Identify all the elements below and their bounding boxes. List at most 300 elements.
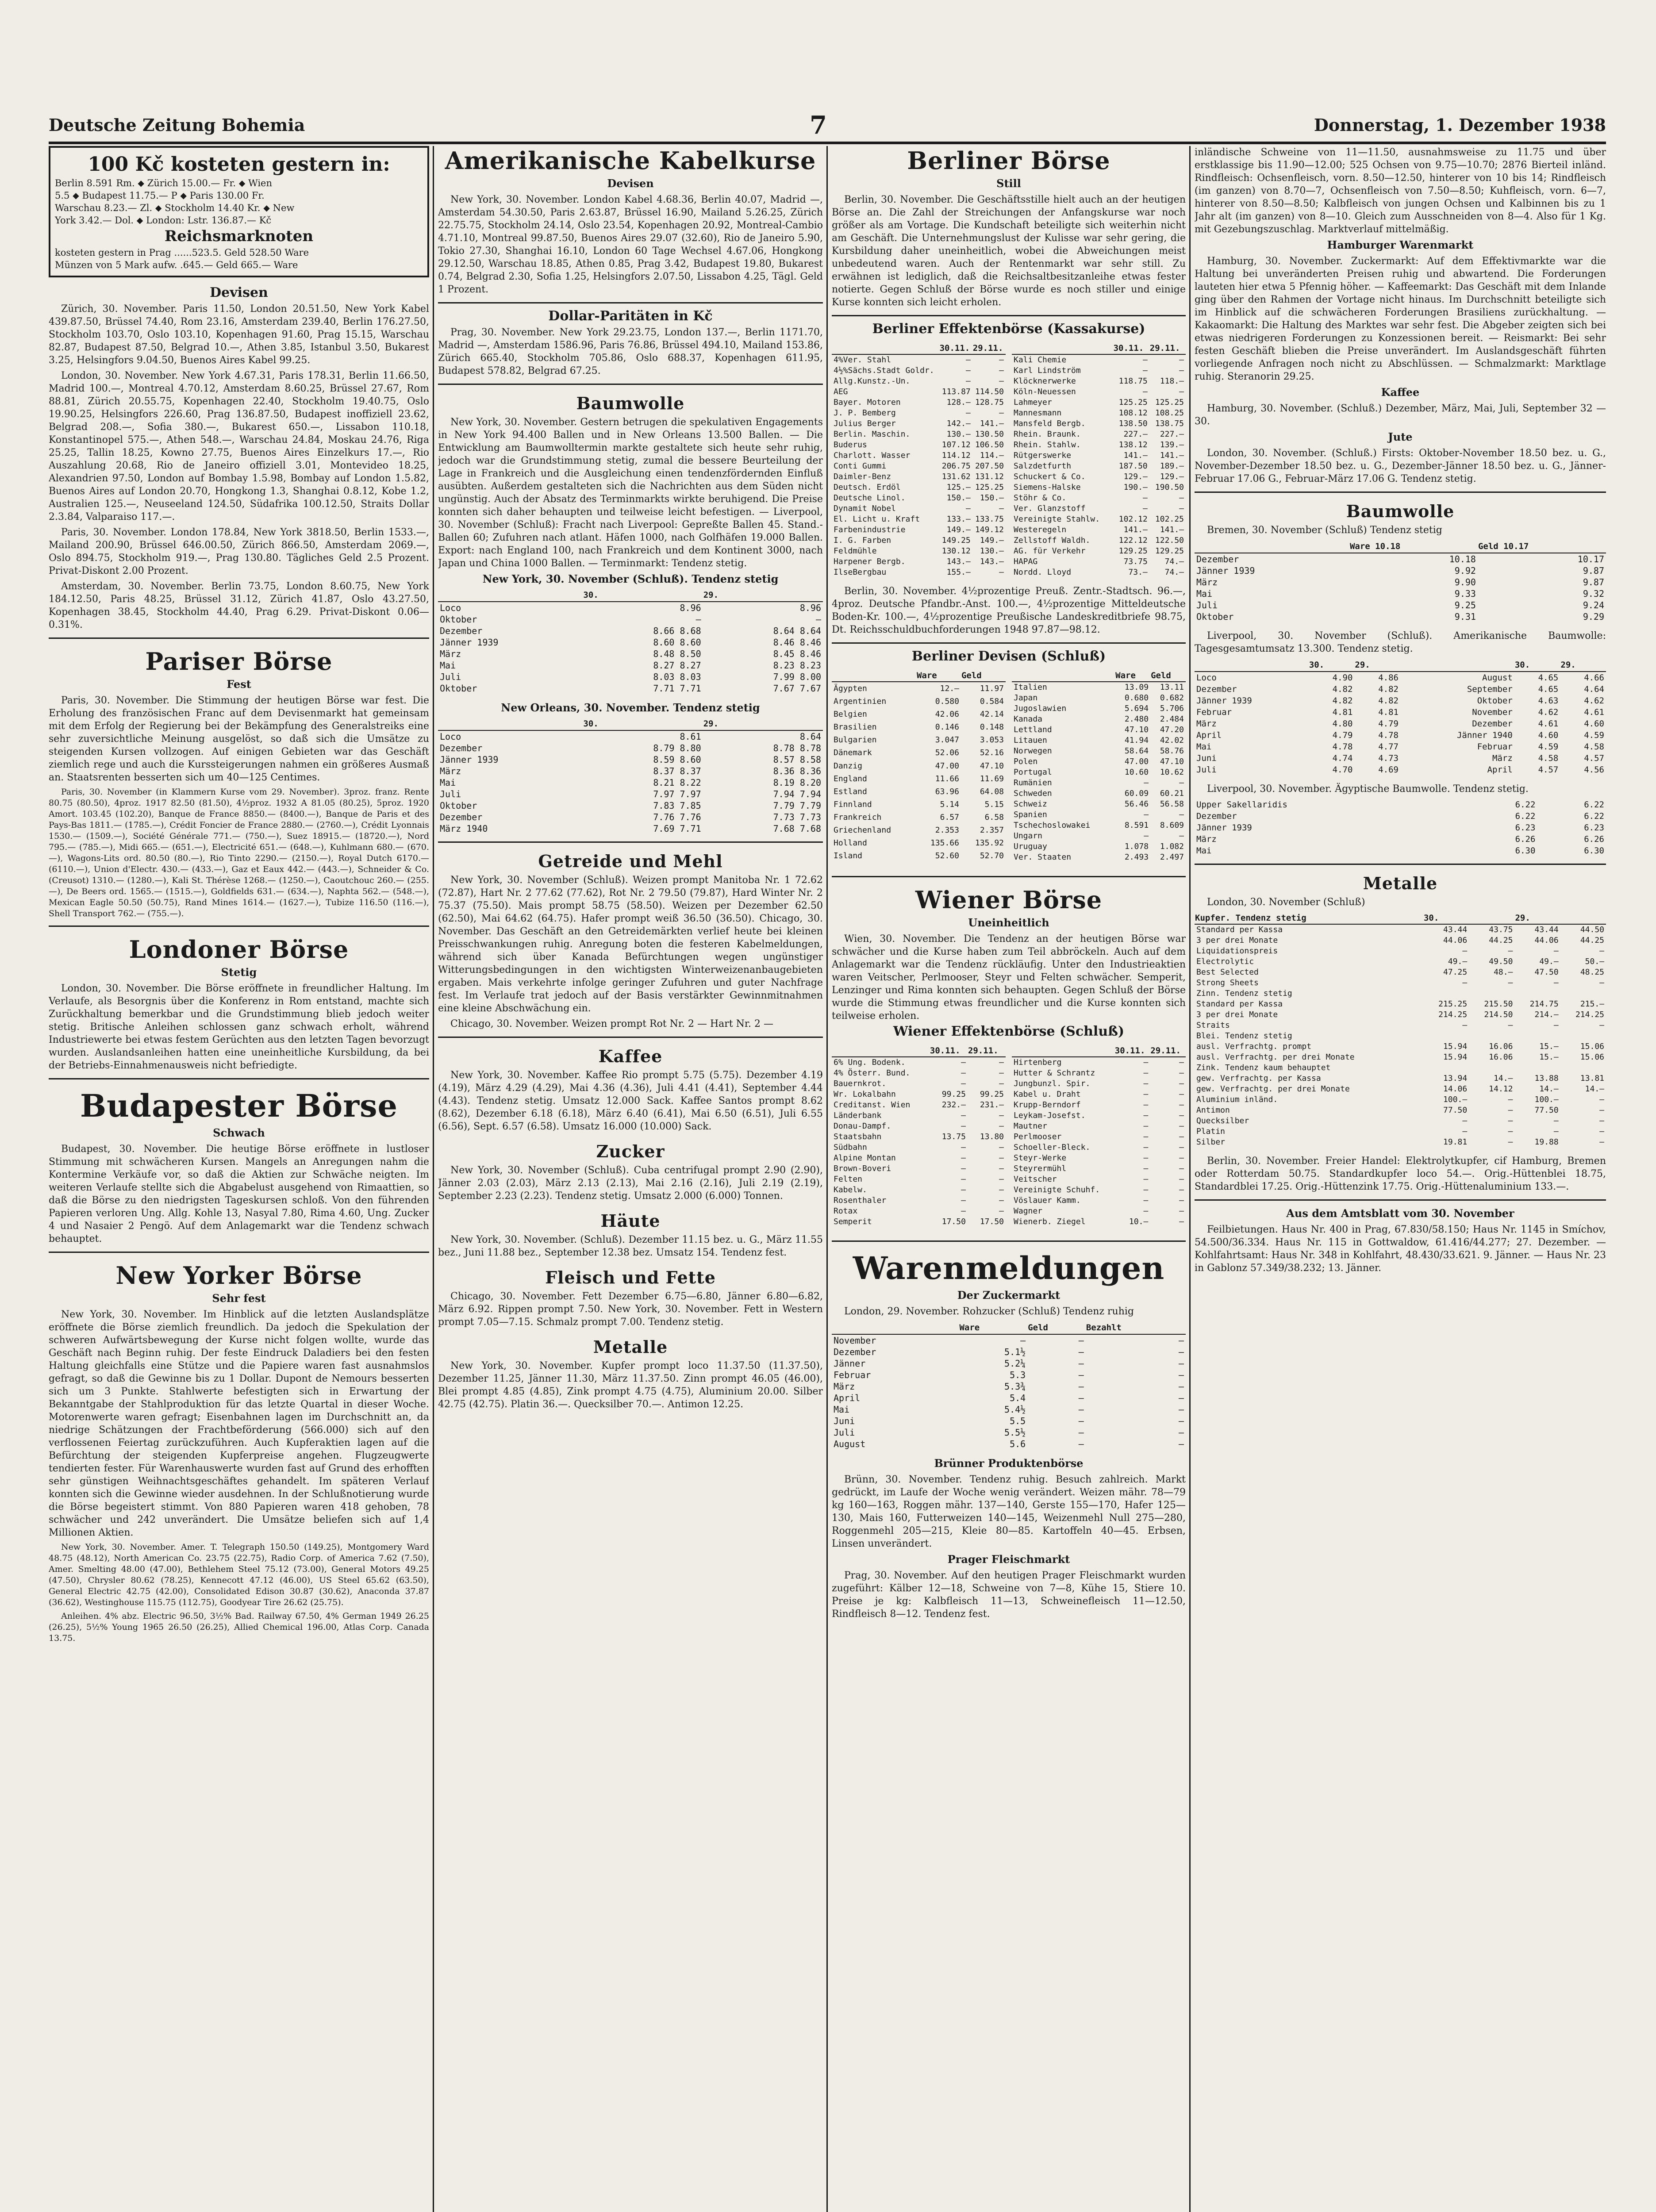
table-header-row [1012,342,1186,354]
table-row [1012,1206,1186,1217]
table-row [832,1132,1006,1142]
table-cell: Jänner 1939 [440,754,499,765]
table-row [1195,956,1606,967]
table-cell: 5.3 [1010,1370,1026,1380]
table-row [1195,1031,1606,1041]
table-cell: 15.— [1539,1042,1559,1051]
table-cell: Charlott. Wasser [834,451,911,460]
table-cell: 108.25 [1155,408,1184,418]
table-cell: 4.59 [1538,742,1559,752]
table-cell: 128.75 [975,398,1004,407]
table-cell: 125.25 [1118,398,1148,407]
table-cell: — [1178,1439,1184,1449]
table-cell: — [1178,1370,1184,1380]
table-cell: 130.50 [975,430,1004,439]
table-row [1012,1185,1186,1195]
table-header-row [1195,659,1606,672]
paragraph: New York, 30. November (Schluß). Weizen prompt Manitoba Nr. 1 72.62 (72.87), Hart Nr. 2 77.62 (77.62), Rot Nr. 2 79.50 (79.87), Hard Winter Nr. 2 75.37 (75.50). Mais prompt 58.75 (58.50). Weizen per Dezember 62.50 (62.50), Mai 64.62 (64.75). Hafer prompt weiß 36.50 (36.50). Chicago, 30. November. Das Geschäft an den Getreidemärkten verlief heute bei kleinen Preisschwankungen ruhig. Anregung boten die festeren Kabelmeldungen, während sich über Kanada Befürchtungen wegen ungünstiger Witterungsbedingungen in den wichtigsten Winterweizenanbaugebieten ergaben. Mais verkehrte infolge geringer Zufuhren und guter Nachfrage fest. Im Verlaufe trat jedoch auf der Basis verstärkter Gewinnmitnahmen eine kleine Abschwächung ein. [438,875,823,1014]
table-row [1195,1094,1606,1105]
table-cell: Schoeller-Bleck. [1014,1143,1091,1152]
table-cell: 4.77 [1378,742,1399,752]
table-cell: 7.71 7.71 [653,683,701,694]
table-cell: 9.31 [1454,611,1476,622]
table-cell: 6.22 [1584,811,1604,821]
table-row [832,1427,1186,1438]
table-cell: — [961,1153,966,1163]
wiener-table-left [832,1045,1006,1227]
table-cell: April [1487,765,1513,775]
table-cell: Standard per Kassa [1196,925,1283,934]
table-cell: März [1196,719,1217,729]
table-row [1012,1132,1186,1142]
column-header [832,1321,959,1334]
table-cell: 8.64 8.64 [773,626,821,636]
table-cell: — [1143,1090,1149,1099]
column-header: 30.11. [1114,1045,1150,1057]
table-cell: 4.62 [1538,707,1559,717]
section-title-berliner: Berliner Börse [907,146,1110,175]
table-cell: I. G. Farben [834,536,891,545]
table-cell: 1.082 [1160,842,1184,851]
table-cell: 3 per drei Monate [1196,1010,1278,1019]
table-row [1195,1010,1606,1020]
table-row [1012,408,1186,419]
table-cell: 5.2¼ [1004,1358,1026,1369]
table-row [1195,741,1606,753]
table-cell: 6.26 [1584,834,1604,844]
section-title-wiener: Wiener Börse [915,886,1103,914]
table-cell: — [1144,778,1149,787]
table-row [1012,735,1186,746]
table-cell: Ver. Glanzstoff [1014,504,1086,513]
table-cell: Bauernkrot. [834,1079,887,1088]
table-cell: 47.25 [1443,968,1468,977]
table-cell: 214.— [1534,1010,1559,1019]
table-row [832,1392,1186,1404]
table-cell: 10.60 [1124,768,1149,777]
bruenner-text [832,1473,1186,1550]
column-header: 29. [703,589,823,602]
column-header: Geld [1027,1321,1086,1334]
table-cell: 231.— [980,1100,1004,1110]
table-cell: 44.06 [1443,936,1468,945]
table-cell: 0.584 [980,696,1004,706]
table-row [1012,482,1186,493]
table-cell: 4.79 [1378,719,1399,729]
table-cell: 114.— [980,451,1004,460]
table-cell: Vereinigte Stahlw. [1014,515,1100,524]
table-cell: 122.12 [1118,536,1148,545]
divider [832,642,1186,644]
table-row [832,734,1006,747]
table-cell: — [1143,1185,1149,1194]
table-cell: 190.— [1123,483,1148,492]
paragraph: Paris, 30. November. Die Stimmung der heutigen Börse war fest. Die Erholung des französischen Franc auf dem Devisenmarkt hat gemeinsam mit dem Erfolg der Regierung bei der Bekämpfung des Generalstreiks eine sehr zuversichtliche Meinung ausgelöst, so daß sich die Umsätze zu steigenden Kursen vollzogen. Auf einigen Gebieten war das Geschäft ziemlich rege und auch die Kurssteigerungen nahmen ein größeres Ausmaß an. Staatsrenten besserten sich um 40—125 Centimes. [49,695,429,783]
section-title-baumwolle: Baumwolle [1346,501,1455,521]
exchange-line: York 3.42.— Dol. ⬥ London: Lstr. 136.87.— Kč [55,215,272,226]
table-cell: 6.30 [1515,846,1536,856]
table-cell: — [1508,1127,1513,1136]
table-cell: — [1143,1100,1149,1110]
divider [832,315,1186,316]
table-row [1195,1084,1606,1094]
table-cell: Schweiz [1014,799,1047,809]
table-cell: 13.11 [1160,683,1184,692]
table-cell: — [1508,1021,1513,1030]
table-cell: Estland [834,787,867,796]
paragraph: Hamburg, 30. November. (Schluß.) Dezember, März, Mai, Juli, September 32 — 30. [1195,403,1606,427]
table-cell: Argentinien [834,696,887,706]
table-cell: 143.— [946,557,971,566]
table-cell: 1.078 [1124,842,1149,851]
table-cell [1560,1031,1606,1041]
table-row [438,614,823,625]
table-cell: — [1143,1175,1149,1184]
table-row [832,1164,1006,1174]
devisen-table-left [832,670,1006,863]
table-cell: Vereinigte Schuhf. [1014,1185,1100,1194]
table-cell: — [1078,1381,1084,1392]
section-title-metalle: Metalle [593,1337,668,1357]
table-cell: 6.26 [1515,834,1536,844]
table-cell: Mai [440,660,456,671]
table-cell: Mai [1196,742,1212,752]
table-row [1012,461,1186,472]
section-subtitle: Devisen [607,177,654,190]
table-cell: — [961,1143,966,1152]
table-cell: Wienerb. Ziegel [1014,1217,1086,1226]
table-cell: Platin [1196,1127,1226,1136]
table-cell: El. Licht u. Kraft [834,515,920,524]
anleihen-text [832,585,1186,636]
table-cell: — [1143,1068,1149,1078]
table-row [832,546,1006,557]
table-cell: 130.— [980,546,1004,556]
table-cell: Mansfeld Bergb. [1014,419,1086,428]
table-cell: — [1143,1079,1149,1088]
table-header-row [1195,540,1606,553]
table-cell: 206.75 [941,461,971,471]
paragraph: Prag, 30. November. New York 29.23.75, London 137.—, Berlin 1171.70, Madrid —, Amsterdam 1586.96, Paris 76.86, Brüssel 494.10, Mailand 153.86, Zürich 665.40, Stockholm 705.86, Oslo 688.37, Kopenhagen 611.95, Budapest 578.82, Belgrad 67.25. [438,327,823,376]
table-row [438,754,823,765]
newyorker-text [49,1308,429,1644]
table-cell: 52.06 [935,748,959,758]
table-cell [1469,1031,1514,1041]
paragraph: New York, 30. November. Im Hinblick auf die letzten Auslandsplätze eröffnete die Börse ziemlich freundlich. Da jedoch die Spekulation der schweren Aufwärtsbewegung der Kurse nicht folgen wollte, wurde das Geschäft nach Beginn ruhig. Der feste Eindruck Daladiers bei den festen Haltung gleichfalls eine Stütze und die Papiere waren fast ausnahmslos gefragt, so daß die Gewinne bis zu 1 Dollar. Dupont de Nemours besserten sich um 3 Punkte. Stahlwerte befestigten sich in Erwartung der Bekanntgabe der Stahlproduktion für das letzte Quartal in dieser Woche. Motorenwerte waren gefragt; Eisenbahnen lagen im Durchschnitt an, da niedrige Schätzungen der Frachtbeförderung (566.000) sich auf den verflossenen Feiertag zurückzuführen. Auch Kupferaktien lagen auf die Befürchtung der steigenden Kupferpreise angehen. Flugzeugwerte tendierten fester. Für Warenhauswerte wurden fast auf Grund des erhofften sehr günstigen Weihnachtsgeschäftes gehandelt. Im späteren Verlauf konnten sich die Gewinne wieder ausdehnen. In der Schlußnotierung wurde die Börse begeistert stimmt. Von 880 Papieren waren 418 gehoben, 78 schwächer und 242 unverändert. Die Umsätze beliefen sich auf 1,4 Millionen Aktien. [49,1309,429,1538]
table-cell: Leykam-Josefst. [1014,1111,1086,1120]
table-cell: Zink. Tendenz kaum behauptet [1196,1063,1331,1072]
table-cell: 64.08 [980,787,1004,796]
table-row [1012,397,1186,408]
table-cell: 142.— [946,419,971,428]
table-cell: — [1179,1058,1184,1067]
table-row [438,765,823,777]
table-cell: 8.60 8.60 [653,637,701,648]
table-cell: — [961,1206,966,1216]
table-row [832,440,1006,450]
column-header [438,718,583,730]
table-cell: 47.50 [1534,968,1559,977]
table-cell: 7.73 7.73 [773,812,821,822]
section-title-prager: Prager Fleischmarkt [947,1553,1070,1566]
table-cell: 150.— [946,493,971,503]
table-row [1012,757,1186,767]
table-cell: 0.580 [935,696,959,706]
table-row [1012,831,1186,841]
table-row [832,461,1006,472]
table-cell: 7.69 7.71 [653,823,701,834]
table-cell: Tschechoslowakei [1014,821,1091,830]
table-cell: — [1142,366,1148,375]
table-cell: Loco [440,731,461,742]
table-header-row [1012,670,1186,682]
table-cell: 8.45 8.46 [773,649,821,659]
table-cell: HAPAG [1014,557,1038,566]
table-cell: — [1020,1335,1026,1346]
table-cell [1469,1063,1514,1073]
table-cell: — [1179,810,1184,819]
table-cell: 215.50 [1484,999,1513,1009]
table-cell: 48.25 [1580,968,1604,977]
table-cell [1423,1063,1469,1073]
table-cell: Brasilien [834,722,877,732]
table-cell: Jungbunzl. Spir. [1014,1079,1091,1088]
column-header: 29. [1560,659,1606,672]
table-cell: 141.— [1123,451,1148,460]
table-cell: 44.06 [1534,936,1559,945]
table-row [832,1068,1006,1079]
table-cell: 8.79 8.80 [653,743,701,753]
section-subtitle: Der Zuckermarkt [957,1289,1060,1302]
paragraph: New York, 30. November. Kupfer prompt loco 11.37.50 (11.37.50), Dezember 11.25, Jänner 11.30, März 11.37.50. Zinn prompt 46.05 (46.00), Blei prompt 4.85 (4.85), Zink prompt 4.75 (4.75), Aluminium 20.00. Silber 42.75 (42.75). Platin 36.—. Quecksilber 70.—. Antimon 12.25. [438,1360,823,1410]
table-cell: — [961,1185,966,1194]
column-1 [49,146,429,2212]
table-row [1012,354,1186,365]
table-row [832,525,1006,535]
paragraph: Liverpool, 30. November. Ägyptische Baumwolle. Tendenz stetig. [1207,783,1529,795]
table-row [832,503,1006,514]
table-cell: 14.12 [1489,1084,1513,1094]
table-cell: Creditanst. Wien [834,1100,911,1110]
column-header: 30. [1309,659,1355,672]
table-row [832,1195,1006,1206]
table-cell: 13.80 [980,1132,1004,1141]
table-cell: 58.76 [1160,746,1184,756]
table-cell: 9.25 [1454,600,1476,611]
table-row [832,785,1006,798]
kaffee-text [1195,402,1606,428]
getreide-text [438,874,823,1030]
paragraph: Berlin, 30. November. Freier Handel: Elektrolytkupfer, cif Hamburg, Bremen oder Rotterdam 50.75. Standardkupfer loco 54.—. Orig.-Hüttenblei 18.75, Standardblei 17.25. Orig.-Hüttenzink 17.75. Orig.-Hüttenaluminium 133.—. [1195,1156,1606,1192]
table-cell: 4.60 [1538,730,1559,740]
table-cell: 138.75 [1155,419,1184,428]
table-cell: — [1178,1358,1184,1369]
table-cell: Lahmeyer [1014,398,1052,407]
paragraph: Budapest, 30. November. Die heutige Börse eröffnete in lustloser Stimmung mit schwächeren Kursen. Mangels an Anregungen nahm die Kontermine Verkäufe vor, so daß die Aktien zur Schwäche neigten. Im weiteren Verlaufe stellte sich die Abgabelust ausgehend von Rimaattien, so daß die Börse zu den niedrigsten Tageskursen schloß. Von den führenden Papieren verloren Ung. Allg. Kohle 13, Nasyal 7.80, Rima 4.60, Ung. Zucker 4 und Nasaier 2 Pengö. Auf dem Anlagemarkt war die Tendenz schwach behauptet. [49,1144,429,1244]
table-cell: Jänner 1939 [1196,565,1255,576]
masthead [49,111,1606,144]
table-row [1012,746,1186,757]
table-row [832,1110,1006,1121]
table-row [1195,946,1606,956]
table-row [832,514,1006,525]
table-cell: 8.37 8.37 [653,766,701,776]
table-cell: — [1178,1427,1184,1438]
table-row [1012,778,1186,788]
table-cell: Kabel u. Draht [1014,1090,1081,1099]
table-cell: Dezember [440,812,483,822]
table-cell [1560,988,1606,999]
table-cell: 8.66 8.68 [653,626,701,636]
table-cell: 19.81 [1443,1137,1468,1147]
table-header-row [832,342,1006,354]
column-header: 29.11. [1150,1045,1186,1057]
column-3 [832,146,1186,2212]
table-cell: — [1143,1121,1149,1131]
table-cell: 7.67 7.67 [773,683,821,694]
table-row [832,1206,1006,1217]
table-cell: — [1143,1143,1149,1152]
table-cell: 114.12 [941,451,971,460]
table-cell: 4.58 [1538,753,1559,763]
table-cell: — [965,355,971,365]
table-cell: 4.56 [1584,765,1604,775]
table-row [832,1121,1006,1132]
section-title-kabelkurse: Amerikanische Kabelkurse [445,146,816,175]
section-title-haeute: Häute [600,1211,661,1231]
table-cell: 13.75 [941,1132,966,1141]
column-4 [1195,146,1606,2212]
column-header: 30. [583,589,703,602]
table-cell: 2.480 [1124,714,1149,724]
table-cell: 130.— [946,430,971,439]
table-cell: März 1940 [440,823,488,834]
section-subtitle: Sehr fest [212,1292,266,1305]
exchange-line: 5.5 ⬥ Budapest 11.75.— P ⬥ Paris 130.00 Fr. [55,190,265,201]
column-header: Geld [1150,670,1186,682]
table-row [1195,565,1606,576]
table-cell: 100.— [1443,1095,1468,1104]
metalle-table [1195,912,1606,1148]
table-cell: — [961,1164,966,1173]
table-cell: Farbenindustrie [834,525,906,534]
table-cell: 113.87 [941,387,971,396]
section-title-metalle: Metalle [1363,873,1438,893]
table-cell: 133.75 [975,515,1004,524]
table-cell: Schuckert & Co. [1014,472,1086,481]
table-cell: 13.94 [1443,1074,1468,1083]
table-cell: Harpener Bergb. [834,557,906,566]
table-cell: 8.46 8.46 [773,637,821,648]
table-cell: — [1178,1416,1184,1426]
section-subtitle: Fest [227,678,251,691]
table-cell: 6.22 [1515,811,1536,821]
column-header [1195,659,1309,672]
table-cell: — [815,614,821,625]
table-cell: 5.706 [1160,704,1184,713]
table-cell [1423,988,1469,999]
table-cell: — [1179,504,1184,513]
table-cell: 77.50 [1443,1106,1468,1115]
table-cell: 16.06 [1489,1052,1513,1062]
table-row [832,695,1006,708]
table-cell: Ver. Staaten [1014,853,1072,862]
table-cell: 60.21 [1160,789,1184,798]
table-cell: 43.44 [1534,925,1559,934]
table-cell: Holland [834,838,867,848]
table-cell: 4.78 [1378,730,1399,740]
table-cell: 2.484 [1160,714,1184,724]
table-row [1195,822,1606,833]
table-cell: 74.— [1164,557,1184,566]
table-row [1012,567,1186,578]
table-cell: 129.— [1123,472,1148,481]
table-cell: — [1178,1393,1184,1403]
table-cell: 133.— [946,515,971,524]
table-cell [1423,1031,1469,1041]
table-cell: J. P. Bemberg [834,408,896,418]
table-cell: Jänner 1939 [440,637,499,648]
table-cell: — [1599,1137,1604,1147]
table-cell: gew. Verfrachtg. per Kassa [1196,1074,1321,1083]
table-row [438,800,823,811]
column-header [832,342,939,354]
table-cell: — [1179,1143,1184,1152]
table-cell: 4.78 [1332,742,1353,752]
table-cell: — [1179,493,1184,503]
table-cell: 8.64 [799,731,821,742]
table-cell: 8.19 8.20 [773,777,821,788]
table-cell: — [1179,366,1184,375]
exchange-line: Berlin 8.591 Rm. ⬥ Zürich 15.00.— Fr. ⬥ Wien [55,178,272,188]
section-title-berliner-devisen: Berliner Devisen (Schluß) [911,649,1106,664]
table-row [438,637,823,648]
table-cell: 129.25 [1118,546,1148,556]
table-cell: Felten [834,1175,863,1184]
table-cell: 47.00 [935,761,959,771]
table-cell: 130.12 [941,546,971,556]
column-header: 29. [703,718,823,730]
table-row [1012,1142,1186,1153]
table-cell: 114.50 [975,387,1004,396]
exchange-box-lines [55,177,423,227]
table-cell: 3.047 [935,735,959,745]
table-cell: Veitscher [1014,1175,1057,1184]
table-cell [1514,1031,1560,1041]
table-cell: 4.66 [1584,673,1604,683]
column-header: Ware 10.18 [1349,540,1478,553]
table-row [832,1174,1006,1185]
table-cell: — [1078,1404,1084,1415]
table-cell: gew. Verfrachtg. per drei Monate [1196,1084,1350,1094]
table-cell: Schweden [1014,789,1052,798]
table-cell: Frankreich [834,813,882,822]
paragraph: inländische Schweine von 11—11.50, ausnahmsweise zu 11.75 und über erstklassige bis 11.90—12.00; 525 Ochsen von 9.75—10.70; 2876 Bierteil inländ. Rindfleisch: Ochsenfleisch, vorn. 8.50—12.50, hinterer von 10 bis 14; Rindfleisch (im ganzen) von 8.70—7, Ochsenfleisch von 7.50—8.50; Kuhfleisch, vorn. 6—7, hinterer von 8.50—8.50; Kalbfleisch von jungen Ochsen und Kalbinnen bis zu 1 Jahr alt (im ganzen) von 8—10. Gleich zum Ausschneiden von 8—4. Also für 1 Kg. mit Gezebungszuschlag. Marktverlauf mittelmäßig. [1195,147,1606,235]
section-title-getreide: Getreide und Mehl [538,851,723,871]
column-header: 29.11. [968,1045,1006,1057]
table-row [1195,1126,1606,1137]
table-cell: 8.59 8.60 [653,754,701,765]
table-cell: 73.75 [1123,557,1148,566]
kassa-tables [832,339,1186,585]
table-cell: — [961,1068,966,1078]
table-row [832,429,1006,440]
table-cell: Best Selected [1196,968,1259,977]
table-cell: AG. für Verkehr [1014,546,1086,556]
section-title-pariser: Pariser Börse [145,647,333,676]
table-cell: Klöcknerwerke [1014,376,1076,386]
table-cell: Loco [1196,673,1217,683]
